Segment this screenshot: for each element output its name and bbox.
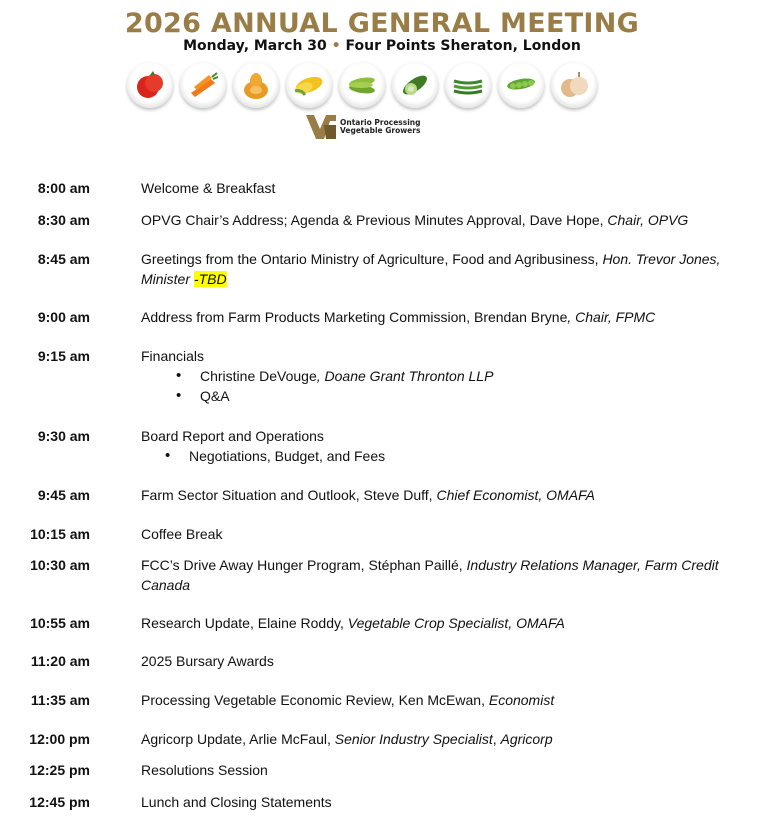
agenda-text: Resolutions Session <box>141 762 268 778</box>
agenda-role: Agricorp <box>500 731 553 747</box>
sub-item-text: Negotiations, Budget, and Fees <box>189 448 386 464</box>
agenda-time: 9:30 am <box>37 428 90 444</box>
sub-item-text: Christine DeVouge <box>200 368 317 384</box>
agenda-text: Processing Vegetable Economic Review, Ken McEwan, <box>141 692 489 708</box>
agenda-time: 8:00 am <box>37 180 90 196</box>
agenda-item <box>141 651 753 671</box>
agenda-role: Senior Industry Specialist <box>334 731 493 747</box>
agenda-time: 9:45 am <box>37 487 90 503</box>
sub-item-list <box>189 446 753 466</box>
agenda-item <box>141 426 753 466</box>
green-bean-icon <box>445 62 491 108</box>
agenda-text: Address from Farm Products Marketing Commission, Brendan Bryne <box>141 309 568 325</box>
agenda-time: 11:20 am <box>30 653 90 669</box>
logo-line-1: Ontario Processing <box>340 117 421 127</box>
agenda-item <box>141 178 753 198</box>
header <box>0 0 764 145</box>
vegetable-banner <box>127 62 597 108</box>
agenda-time: 10:55 am <box>30 615 90 631</box>
agenda-text-tail: , <box>492 731 501 747</box>
sub-item <box>189 446 753 466</box>
agenda-item <box>141 307 753 327</box>
sub-item-text: Q&A <box>200 388 230 404</box>
agenda-item <box>141 555 753 595</box>
logo-text <box>340 119 420 136</box>
opvg-logo <box>306 114 420 140</box>
agenda-role: , Chair, FPMC <box>567 309 656 325</box>
sub-item <box>200 386 753 406</box>
agenda-text: Lunch and Closing Statements <box>141 794 332 810</box>
agenda-item <box>141 729 753 749</box>
pea-icon <box>498 62 544 108</box>
sub-item-list <box>200 366 753 406</box>
agenda-time: 8:30 am <box>37 212 90 228</box>
agenda-text: Greetings from the Ontario Ministry of Agriculture, Food and Agribusiness, <box>141 251 603 267</box>
agenda-text: OPVG Chair’s Address; Agenda & Previous Minutes Approval, Dave Hope, <box>141 212 608 228</box>
agenda-item <box>141 524 753 544</box>
agenda-item <box>141 485 753 505</box>
agenda-time: 10:30 am <box>30 557 90 573</box>
corn-icon <box>286 62 332 108</box>
agenda-time: 9:00 am <box>37 309 90 325</box>
agenda-text: Agricorp Update, Arlie McFaul, <box>141 731 335 747</box>
sub-item <box>200 366 753 386</box>
agenda-time: 12:00 pm <box>29 731 90 747</box>
bean-icon <box>339 62 385 108</box>
agenda-time: 12:25 pm <box>29 762 90 778</box>
sub-item-role: , Doane Grant Thronton LLP <box>316 368 494 384</box>
agenda-text: Research Update, Elaine Roddy, <box>141 615 348 631</box>
agenda-text: Financials <box>141 348 205 364</box>
cucumber-icon <box>392 62 438 108</box>
opvg-logo-mark-icon <box>306 115 336 139</box>
agenda-time: 10:15 am <box>30 526 90 542</box>
agenda-time: 12:45 pm <box>29 794 90 810</box>
agenda-item <box>141 690 753 710</box>
agenda-role: Chief Economist, OMAFA <box>436 487 595 503</box>
agenda-text: Farm Sector Situation and Outlook, Steve Duff, <box>141 487 437 503</box>
tomato-icon <box>127 62 173 108</box>
highlighted-note: -TBD <box>193 271 227 287</box>
agenda-item <box>141 760 753 780</box>
agenda-text: 2025 Bursary Awards <box>141 653 274 669</box>
agenda-role: Chair, OPVG <box>607 212 689 228</box>
squash-icon <box>233 62 279 108</box>
agenda-time: 8:45 am <box>37 251 90 267</box>
agenda-time: 9:15 am <box>37 348 90 364</box>
agenda-text: Welcome & Breakfast <box>141 180 276 196</box>
agenda-role: Vegetable Crop Specialist, OMAFA <box>347 615 565 631</box>
subtitle <box>0 38 764 54</box>
agenda-item <box>141 210 753 230</box>
meeting-venue: Four Points Sheraton, London <box>345 38 581 54</box>
separator-dot: • <box>331 38 341 54</box>
meeting-date: Monday, March 30 <box>183 38 327 54</box>
agenda-item <box>141 346 753 406</box>
agenda-item <box>141 792 753 812</box>
agenda-role: Industry Relations Manager, Farm Credit Canada <box>141 557 719 593</box>
agenda-text: Coffee Break <box>141 526 223 542</box>
carrot-icon <box>180 62 226 108</box>
logo-line-2: Vegetable Growers <box>340 126 421 135</box>
agenda-text: Board Report and Operations <box>141 428 324 444</box>
agenda-role: Hon. Trevor Jones, Minister <box>141 251 721 287</box>
agenda-item <box>141 613 753 633</box>
agenda-time: 11:35 am <box>30 692 90 708</box>
agenda-role: Economist <box>488 692 555 708</box>
agenda-item <box>141 249 753 289</box>
agenda-text: FCC’s Drive Away Hunger Program, Stéphan Paillé, <box>141 557 467 573</box>
onion-icon <box>551 62 597 108</box>
page-title: 2026 ANNUAL GENERAL MEETING <box>124 8 640 39</box>
